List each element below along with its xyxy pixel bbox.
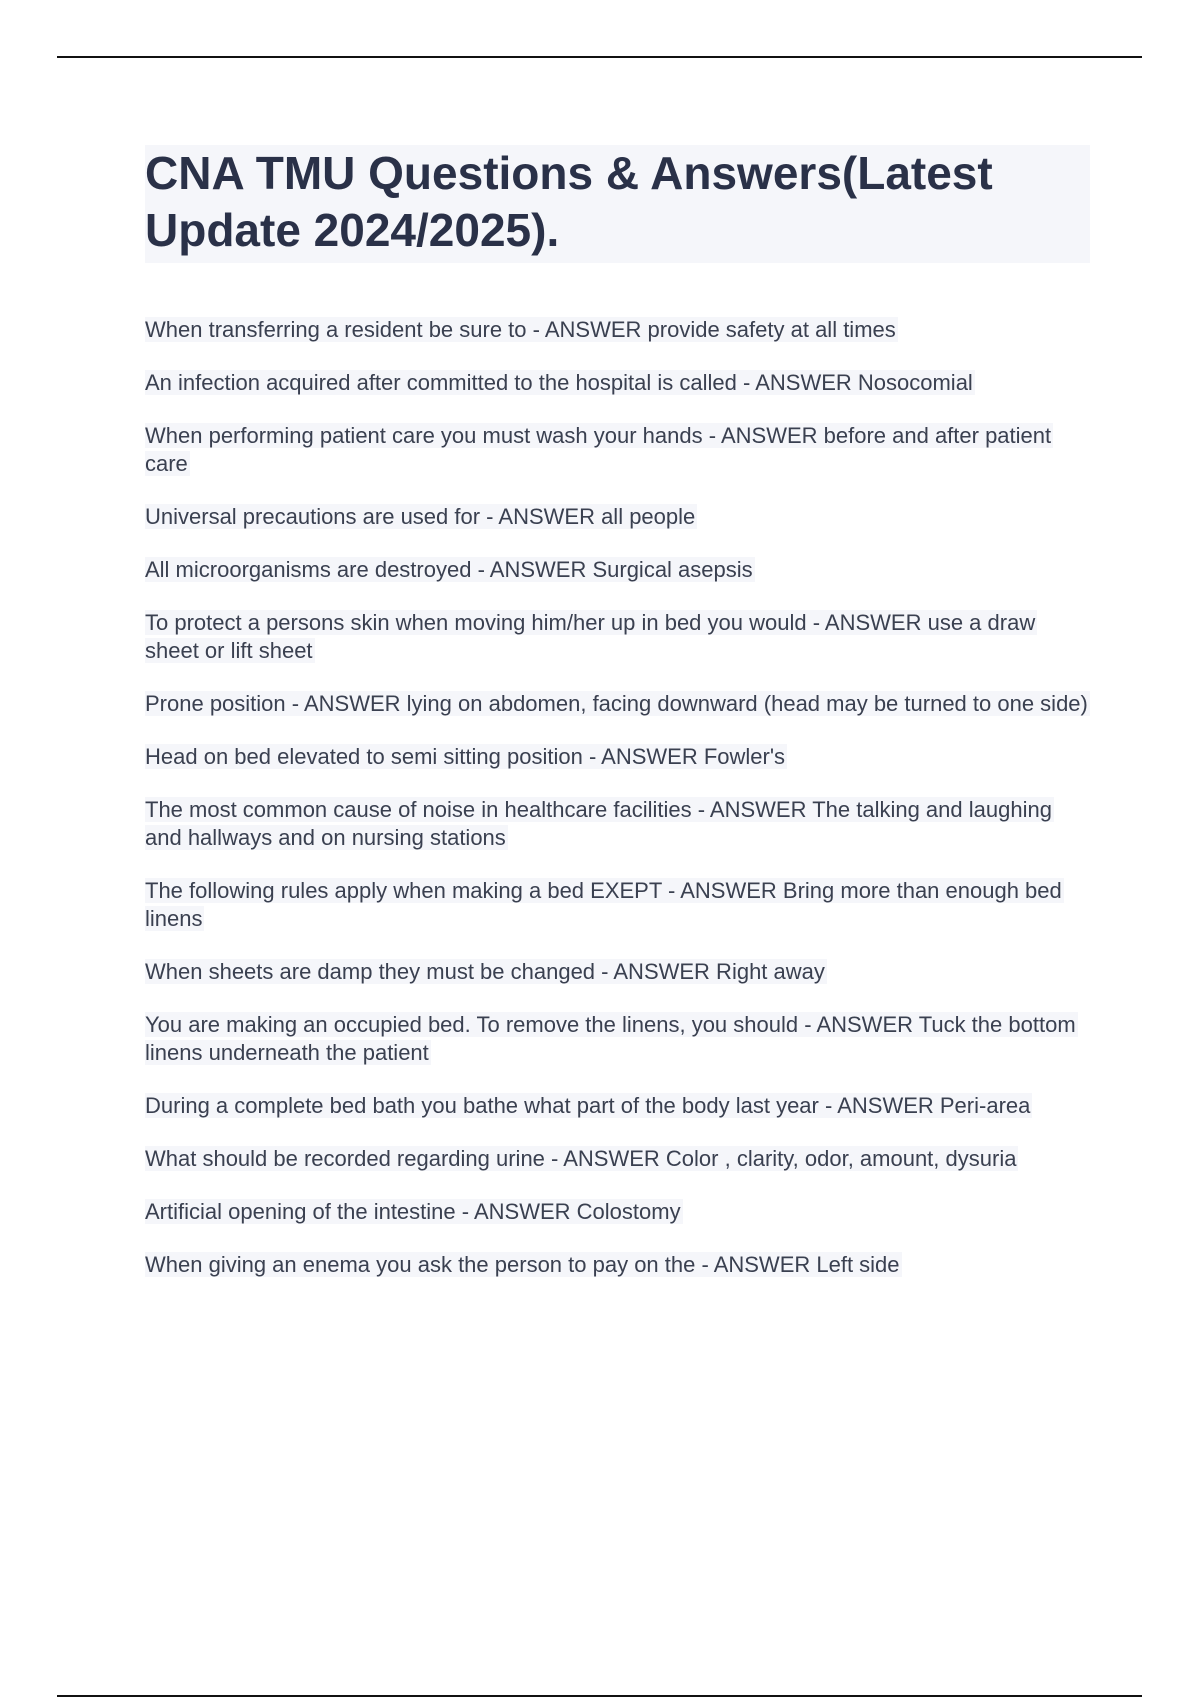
- qa-item: [145, 1198, 1090, 1226]
- qa-item: [145, 958, 1090, 986]
- qa-item: [145, 690, 1090, 718]
- qa-text: During a complete bed bath you bathe what part of the body last year - ANSWER Peri-area: [145, 1093, 1031, 1118]
- top-rule: [57, 56, 1142, 58]
- qa-text: When giving an enema you ask the person to pay on the - ANSWER Left side: [145, 1252, 900, 1277]
- qa-text: To protect a persons skin when moving him/her up in bed you would - ANSWER use a draw sheet or lift sheet: [145, 610, 1036, 663]
- bottom-rule: [57, 1695, 1142, 1697]
- qa-item: [145, 609, 1090, 665]
- qa-item: [145, 877, 1090, 933]
- title-block: [145, 145, 1090, 263]
- qa-text: The most common cause of noise in healthcare facilities - ANSWER The talking and laughing and hallways and on nursing stations: [145, 797, 1052, 850]
- qa-item: [145, 422, 1090, 478]
- qa-text: When sheets are damp they must be changed - ANSWER Right away: [145, 959, 825, 984]
- qa-list: [145, 316, 1090, 1279]
- qa-item: [145, 1011, 1090, 1067]
- document-page: [145, 145, 1090, 1304]
- qa-item: [145, 369, 1090, 397]
- qa-text: Artificial opening of the intestine - ANSWER Colostomy: [145, 1199, 681, 1224]
- qa-item: [145, 796, 1090, 852]
- qa-text: All microorganisms are destroyed - ANSWER Surgical asepsis: [145, 557, 753, 582]
- qa-text: When performing patient care you must wash your hands - ANSWER before and after patient care: [145, 423, 1052, 476]
- qa-item: [145, 316, 1090, 344]
- qa-text: You are making an occupied bed. To remove the linens, you should - ANSWER Tuck the bottom linens underneath the patient: [145, 1012, 1076, 1065]
- qa-text: An infection acquired after committed to the hospital is called - ANSWER Nosocomial: [145, 370, 973, 395]
- qa-item: [145, 503, 1090, 531]
- qa-text: Prone position - ANSWER lying on abdomen, facing downward (head may be turned to one side): [145, 691, 1088, 716]
- qa-item: [145, 1145, 1090, 1173]
- qa-item: [145, 743, 1090, 771]
- qa-text: What should be recorded regarding urine - ANSWER Color , clarity, odor, amount, dysuria: [145, 1146, 1017, 1171]
- qa-item: [145, 556, 1090, 584]
- qa-text: The following rules apply when making a bed EXEPT - ANSWER Bring more than enough bed linens: [145, 878, 1062, 931]
- qa-item: [145, 1092, 1090, 1120]
- qa-text: Universal precautions are used for - ANSWER all people: [145, 504, 696, 529]
- qa-text: Head on bed elevated to semi sitting position - ANSWER Fowler's: [145, 744, 786, 769]
- qa-text: When transferring a resident be sure to - ANSWER provide safety at all times: [145, 317, 896, 342]
- document-title: CNA TMU Questions & Answers(Latest Update 2024/2025).: [145, 147, 993, 256]
- qa-item: [145, 1251, 1090, 1279]
